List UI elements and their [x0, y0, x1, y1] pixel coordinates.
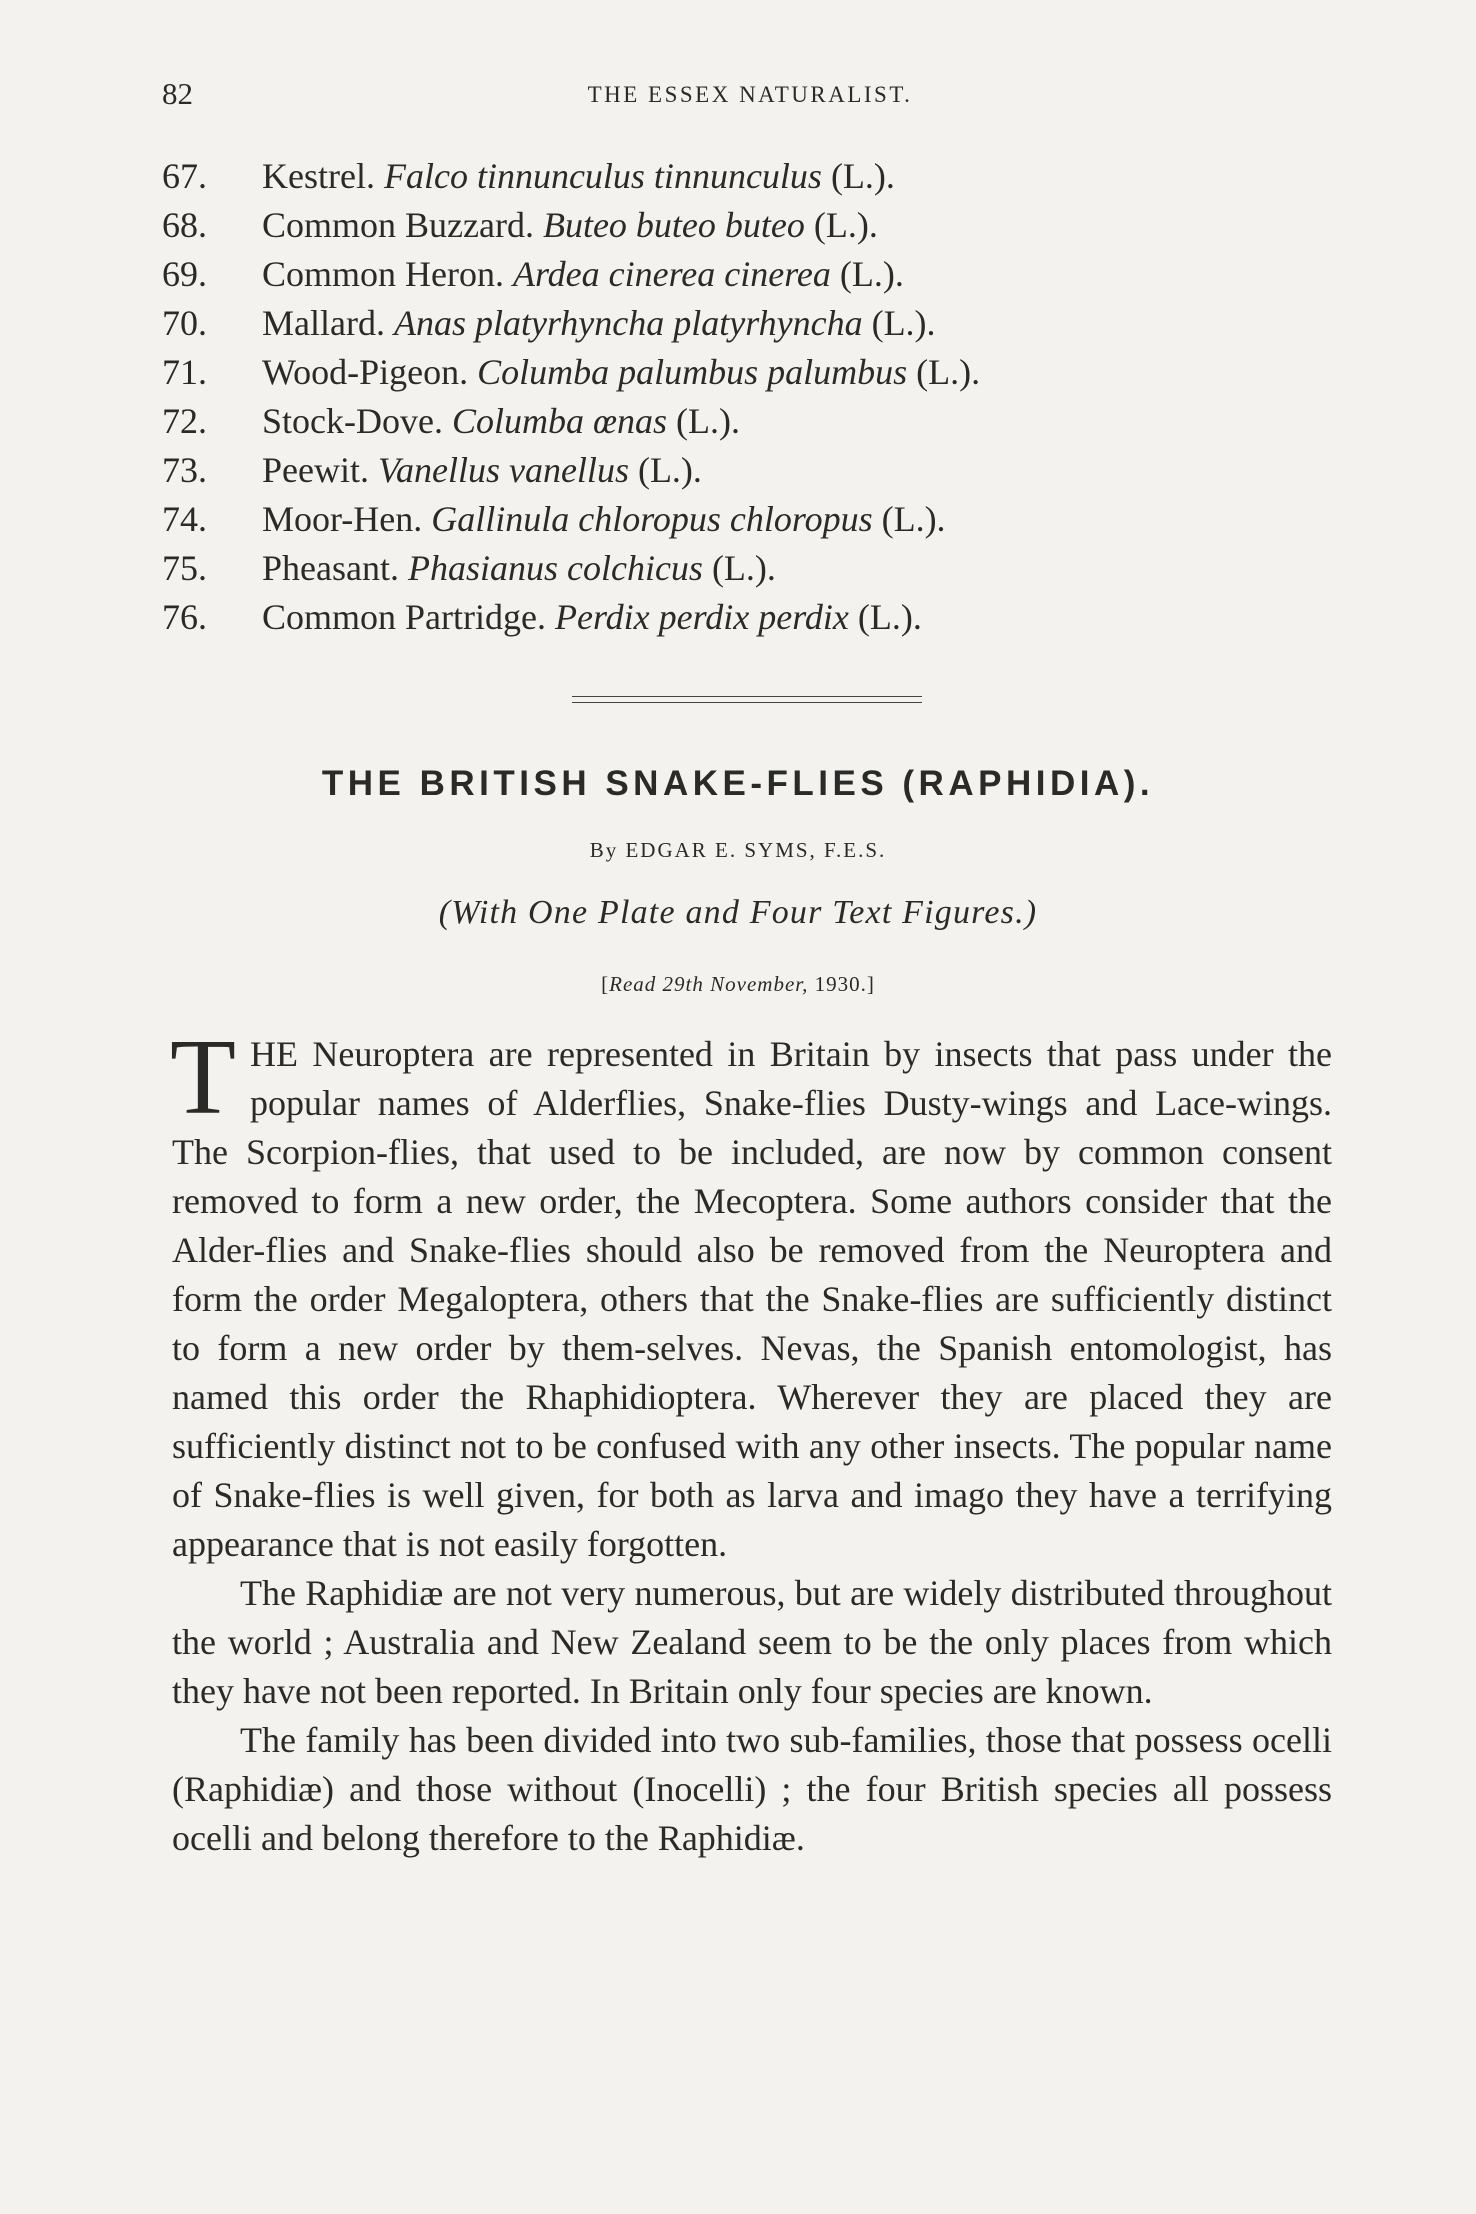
common-name: Common Partridge.: [262, 597, 546, 637]
article-body: [170, 1018, 1332, 1863]
list-item: [162, 446, 1262, 495]
species-number: 76.: [162, 597, 207, 637]
authority: (L.).: [830, 156, 895, 196]
common-name: Wood-Pigeon.: [262, 352, 469, 392]
authority: (L.).: [881, 499, 946, 539]
read-note-date: Read 29th November,: [609, 972, 809, 996]
list-item: [162, 495, 1262, 544]
byline: By EDGAR E. SYMS, F.E.S.: [589, 838, 887, 862]
scientific-name: Perdix perdix perdix: [554, 597, 849, 637]
read-date-note: [0, 972, 1476, 997]
scientific-name: Vanellus vanellus: [377, 450, 629, 490]
section-divider: [572, 696, 922, 697]
species-number: 73.: [162, 450, 207, 490]
common-name: Common Buzzard.: [262, 205, 534, 245]
list-item: [162, 544, 1262, 593]
species-number: 74.: [162, 499, 207, 539]
species-number: 75.: [162, 548, 207, 588]
authority: (L.).: [813, 205, 878, 245]
paragraph: [170, 1018, 1332, 1569]
species-number: 69.: [162, 254, 207, 294]
common-name: Moor-Hen.: [262, 499, 423, 539]
article-title: THE BRITISH SNAKE-FLIES (RAPHIDIA).: [321, 764, 1155, 803]
authority: (L.).: [711, 548, 776, 588]
list-item: [162, 348, 1262, 397]
common-name: Mallard.: [262, 303, 385, 343]
common-name: Common Heron.: [262, 254, 504, 294]
paragraph: The Raphidiæ are not very numerous, but are widely distributed throughout the world ; Australia and New Zealand seem to be the only places from which they have not been reported. In Britain only four species are known.: [172, 1573, 1332, 1711]
authority: (L.).: [839, 254, 904, 294]
list-item: [162, 397, 1262, 446]
scientific-name: Columba palumbus palumbus: [477, 352, 908, 392]
common-name: Peewit.: [262, 450, 369, 490]
common-name: Pheasant.: [262, 548, 399, 588]
read-note-year: 1930.]: [808, 972, 875, 996]
authority: (L.).: [871, 303, 936, 343]
list-item: [162, 299, 1262, 348]
authority: (L.).: [857, 597, 922, 637]
species-number: 67.: [162, 156, 207, 196]
section-divider: [572, 702, 922, 703]
journal-title: THE ESSEX NATURALIST.: [587, 82, 913, 107]
species-number: 72.: [162, 401, 207, 441]
scientific-name: Columba œnas: [451, 401, 668, 441]
paragraph: The family has been divided into two sub-families, those that possess ocelli (Raphidiæ) and those without (Inocelli) ; the four British species all possess ocelli and belong therefore to the Raphidiæ.: [172, 1720, 1332, 1858]
list-item: [162, 152, 1262, 201]
drop-cap: T: [170, 1018, 236, 1137]
common-name: Kestrel.: [262, 156, 375, 196]
read-note-prefix: [: [601, 972, 610, 996]
scientific-name: Anas platyrhyncha platyrhyncha: [393, 303, 863, 343]
paragraph-text: HE Neuroptera are represented in Britain by insects that pass under the popular names of Alderflies, Snake-flies Dusty-wings and Lace-wings. The Scorpion-flies, that used to be included, are now by common consent removed to form a new order, the Mecoptera. Some authors consider that the Alder-flies and Snake-flies should also be removed from the Neuroptera and form the order Megaloptera, others that the Snake-flies are sufficiently distinct to form a new order by them-selves. Nevas, the Spanish entomologist, has named this order the Rhaphidioptera. Wherever they are placed they are sufficiently distinct not to be confused with any other insects. The popular name of Snake-flies is well given, for both as larva and imago they have a terrifying appearance that is not easily forgotten.: [172, 1034, 1332, 1564]
species-number: 70.: [162, 303, 207, 343]
list-item: [162, 201, 1262, 250]
scientific-name: Ardea cinerea cinerea: [512, 254, 831, 294]
running-head: [160, 76, 1340, 116]
list-item: [162, 593, 1262, 642]
scientific-name: Phasianus colchicus: [407, 548, 703, 588]
authority: (L.).: [916, 352, 981, 392]
page-number: 82: [162, 76, 193, 111]
scientific-name: Gallinula chloropus chloropus: [431, 499, 873, 539]
authority: (L.).: [676, 401, 740, 441]
authority: (L.).: [637, 450, 702, 490]
species-number: 71.: [162, 352, 207, 392]
species-list: [162, 152, 1262, 642]
species-number: 68.: [162, 205, 207, 245]
scientific-name: Buteo buteo buteo: [542, 205, 805, 245]
list-item: [162, 250, 1262, 299]
common-name: Stock-Dove.: [262, 401, 443, 441]
scientific-name: Falco tinnunculus tinnunculus: [383, 156, 822, 196]
plates-note: (With One Plate and Four Text Figures.): [438, 894, 1038, 931]
